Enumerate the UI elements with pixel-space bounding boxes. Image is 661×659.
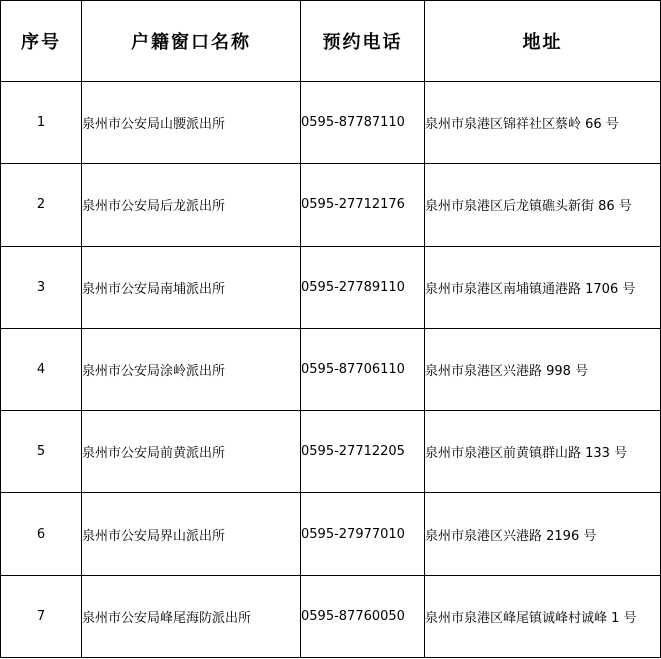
- table-row: [1, 575, 661, 657]
- table-row: [1, 411, 661, 493]
- table-row: [1, 493, 661, 575]
- row-address: 泉州市泉港区锦祥社区蔡岭 66 号: [425, 82, 661, 164]
- row-serial-number: 2: [1, 164, 82, 246]
- row-phone: 0595-27712176: [301, 164, 425, 246]
- row-window-name: 泉州市公安局南埔派出所: [82, 246, 301, 328]
- row-phone: 0595-27977010: [301, 493, 425, 575]
- row-address: 泉州市泉港区峰尾镇诚峰村诚峰 1 号: [425, 575, 661, 657]
- row-window-name: 泉州市公安局界山派出所: [82, 493, 301, 575]
- row-serial-number: 4: [1, 328, 82, 410]
- row-phone: 0595-27789110: [301, 246, 425, 328]
- row-window-name: 泉州市公安局峰尾海防派出所: [82, 575, 301, 657]
- row-window-name: 泉州市公安局山腰派出所: [82, 82, 301, 164]
- row-address: 泉州市泉港区前黄镇群山路 133 号: [425, 411, 661, 493]
- row-window-name: 泉州市公安局前黄派出所: [82, 411, 301, 493]
- header-appointment-phone: 预约电话: [301, 1, 425, 82]
- row-serial-number: 3: [1, 246, 82, 328]
- table-header-row: [1, 1, 661, 82]
- header-serial-number: 序号: [1, 1, 82, 82]
- table-row: [1, 82, 661, 164]
- row-serial-number: 1: [1, 82, 82, 164]
- header-address: 地址: [425, 1, 661, 82]
- row-address: 泉州市泉港区后龙镇礁头新街 86 号: [425, 164, 661, 246]
- row-serial-number: 7: [1, 575, 82, 657]
- row-phone: 0595-87706110: [301, 328, 425, 410]
- row-serial-number: 6: [1, 493, 82, 575]
- row-phone: 0595-27712205: [301, 411, 425, 493]
- row-window-name: 泉州市公安局涂岭派出所: [82, 328, 301, 410]
- row-address: 泉州市泉港区南埔镇通港路 1706 号: [425, 246, 661, 328]
- table-row: [1, 246, 661, 328]
- row-serial-number: 5: [1, 411, 82, 493]
- row-address: 泉州市泉港区兴港路 998 号: [425, 328, 661, 410]
- row-phone: 0595-87760050: [301, 575, 425, 657]
- table-row: [1, 328, 661, 410]
- header-window-name: 户籍窗口名称: [82, 1, 301, 82]
- table-row: [1, 164, 661, 246]
- row-phone: 0595-87787110: [301, 82, 425, 164]
- row-window-name: 泉州市公安局后龙派出所: [82, 164, 301, 246]
- row-address: 泉州市泉港区兴港路 2196 号: [425, 493, 661, 575]
